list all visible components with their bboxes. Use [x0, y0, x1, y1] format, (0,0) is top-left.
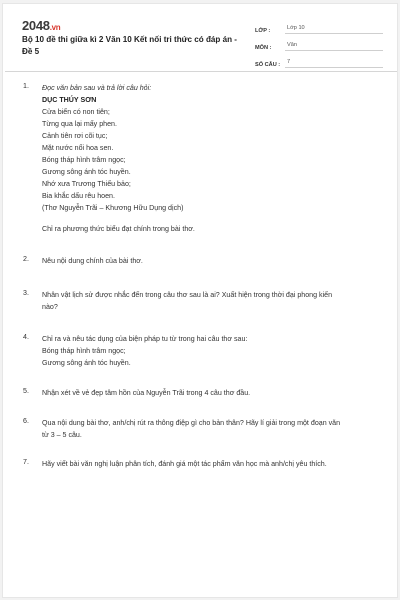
question-instruction: Đọc văn bản sau và trả lời câu hỏi: — [42, 84, 152, 92]
site-logo[interactable] — [22, 18, 60, 33]
question-text: Nhân vật lịch sử được nhắc đến trong câu thơ sau là ai? Xuất hiện trong thời đại phong kiến — [42, 291, 333, 299]
worksheet-page — [2, 3, 398, 598]
meta-class-label: LỚP : — [255, 28, 271, 34]
question-3 — [23, 289, 383, 313]
quoted-line: Gương sông ánh tóc huyền. — [42, 359, 131, 367]
question-number: 2. — [23, 255, 29, 263]
question-text: nào? — [42, 303, 58, 311]
meta-info — [255, 20, 383, 71]
poem-title: DỤC THÚY SƠN — [42, 96, 97, 104]
logo-text: 2048 — [22, 18, 50, 33]
question-number: 5. — [23, 387, 29, 395]
question-number: 3. — [23, 289, 29, 297]
question-text: Nhận xét về vẻ đẹp tâm hồn của Nguyễn Trãi trong 4 câu thơ đầu. — [42, 389, 251, 397]
poem-line: Cảnh tiên rơi cõi tục; — [42, 132, 108, 140]
question-4 — [23, 333, 383, 369]
question-number: 4. — [23, 333, 29, 341]
quoted-line: Bóng tháp hình trâm ngọc; — [42, 347, 126, 355]
question-text: Hãy viết bài văn nghị luận phân tích, đánh giá một tác phẩm văn học mà anh/chị yêu thích. — [42, 460, 327, 468]
question-text: Nêu nội dung chính của bài thơ. — [42, 257, 143, 265]
question-number: 7. — [23, 458, 29, 466]
meta-class-value: Lớp 10 — [285, 25, 383, 34]
meta-subject-row — [255, 37, 383, 51]
poem-line: Bóng tháp hình trâm ngọc; — [42, 156, 126, 164]
meta-count-label: SỐ CÂU : — [255, 62, 281, 68]
question-text: Chỉ ra phương thức biểu đạt chính trong bài thơ. — [42, 225, 195, 233]
question-5 — [23, 387, 383, 399]
question-number: 1. — [23, 82, 29, 90]
question-6 — [23, 417, 383, 441]
question-text: Qua nội dung bài thơ, anh/chị rút ra thông điệp gì cho bản thân? Hãy lí giải trong một đoạn văn — [42, 419, 341, 427]
document-title: Bộ 10 đề thi giữa kì 2 Văn 10 Kết nối tri thức có đáp án - Đề 5 — [22, 35, 238, 56]
logo-suffix: .vn — [49, 23, 61, 32]
question-number: 6. — [23, 417, 29, 425]
poem-source: (Thơ Nguyễn Trãi – Khương Hữu Dụng dịch) — [42, 204, 184, 212]
meta-subject-value: Văn — [285, 42, 383, 51]
poem-line: Cửa biển có non tiên; — [42, 108, 110, 116]
meta-count-row — [255, 54, 383, 68]
question-text: từ 3 – 5 câu. — [42, 431, 82, 439]
poem-line: Từng qua lại mấy phen. — [42, 120, 117, 128]
poem-line: Bia khắc dấu rêu hoen. — [42, 192, 115, 200]
poem-line: Mặt nước nổi hoa sen. — [42, 144, 114, 152]
question-2 — [23, 255, 383, 267]
header-divider — [5, 71, 397, 72]
poem-line: Nhớ xưa Trương Thiếu bảo; — [42, 180, 131, 188]
meta-subject-label: MÔN : — [255, 45, 272, 51]
question-7 — [23, 458, 383, 470]
question-1 — [23, 82, 383, 235]
poem-line: Gương sông ánh tóc huyền. — [42, 168, 131, 176]
meta-count-value: 7 — [285, 59, 383, 68]
meta-class-row — [255, 20, 383, 34]
question-text: Chỉ ra và nêu tác dụng của biện pháp tu từ trong hai câu thơ sau: — [42, 335, 248, 343]
